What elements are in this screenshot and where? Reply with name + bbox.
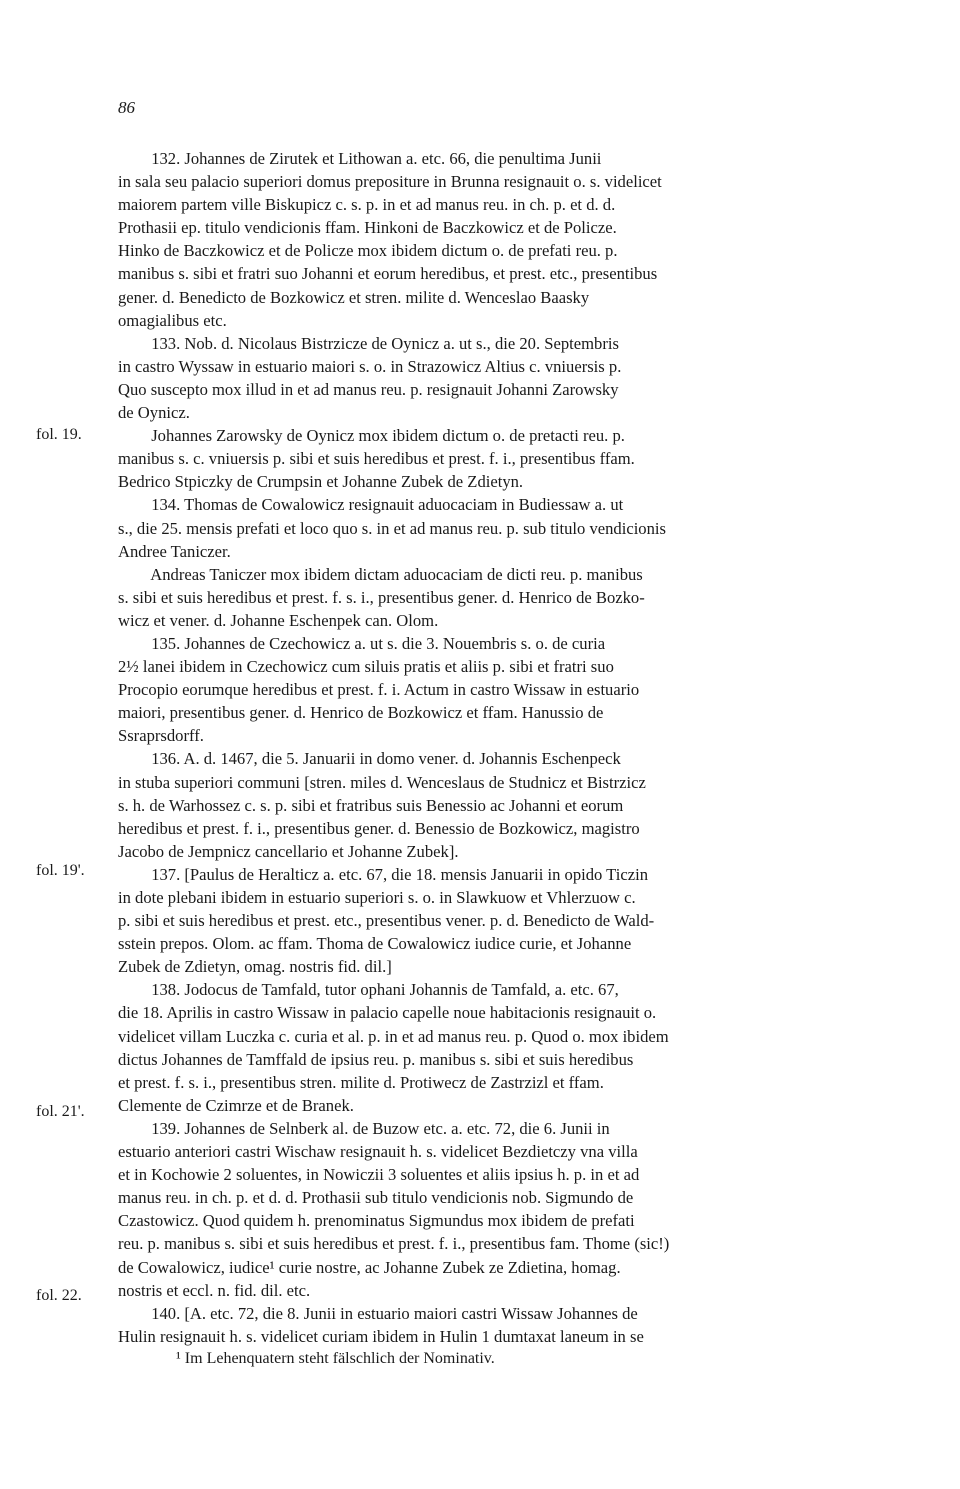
text-line: in dote plebani ibidem in estuario superiori s. o. in Slawkuow et Vhlerzuow c. — [118, 888, 636, 907]
text-line: 134. Thomas de Cowalowicz resignauit aduocaciam in Budiessaw a. ut — [118, 495, 624, 515]
text-line: 132. Johannes de Zirutek et Lithowan a. etc. 66, die penultima Junii — [118, 149, 602, 168]
text-line: manus reu. in ch. p. et d. d. Prothasii sub titulo vendicionis nob. Sigmundo de — [118, 1188, 634, 1208]
text-line: Andree Taniczer. — [118, 541, 231, 561]
text-line: Quo suscepto mox illud in et ad manus reu. p. resignauit Johanni Zarowsky — [118, 379, 619, 399]
text-line: Prothasii ep. titulo vendicionis ffam. Hinkoni de Baczkowicz et de Policze. — [118, 218, 617, 238]
text-line: 138. Jodocus de Tamfald, tutor ophani Johannis de Tamfald, a. etc. 67, — [118, 980, 619, 1000]
text-line: 137. [Paulus de Heralticz a. etc. 67, die 18. mensis Januarii in opido Ticzin — [118, 864, 648, 884]
text-line: s., die 25. mensis prefati et loco quo s. in et ad manus reu. p. sub titulo vendicionis — [118, 518, 666, 538]
text-line: in stuba superiori communi [stren. miles d. Wenceslaus de Studnicz et Bistrzicz — [118, 772, 646, 792]
text-line: manibus s. sibi et fratri suo Johanni et eorum heredibus, et prest. etc., presentibus — [118, 264, 658, 284]
text-line: p. sibi et suis heredibus et prest. etc., presentibus vener. p. d. Benedicto de Wald- — [118, 911, 655, 931]
text-line: wicz et vener. d. Johanne Eschenpek can. Olom. — [118, 610, 439, 630]
text-line: Zubek de Zdietyn, omag. nostris fid. dil.] — [118, 957, 392, 977]
text-line: Andreas Taniczer mox ibidem dictam aduocaciam de dicti reu. p. manibus — [118, 564, 643, 584]
text-line: estuario anteriori castri Wischaw resignauit h. s. videlicet Bezdietczy vna villa — [118, 1142, 638, 1162]
margin-note-fol-19: fol. 19. — [36, 426, 82, 443]
text-line: maiorem partem ville Biskupicz c. s. p. in et ad manus reu. in ch. p. et d. d. — [118, 195, 616, 215]
text-line: de Oynicz. — [118, 403, 190, 423]
text-line: maiori, presentibus gener. d. Henrico de Bozkowicz et ffam. Hanussio de — [118, 703, 604, 723]
text-line: die 18. Aprilis in castro Wissaw in palacio capelle noue habitacionis resignauit o. — [118, 1003, 657, 1023]
text-line: gener. d. Benedicto de Bozkowicz et stren. milite d. Wenceslao Baasky — [118, 287, 590, 307]
text-line: de Cowalowicz, iudice¹ curie nostre, ac Johanne Zubek ze Zdietina, homag. — [118, 1257, 621, 1277]
text-line: videlicet villam Luczka c. curia et al. p. in et ad manus reu. p. Quod o. mox ibidem — [118, 1026, 669, 1046]
text-line: in sala seu palacio superiori domus prepositure in Brunna resignauit o. s. videlicet — [118, 172, 662, 192]
text-line: 139. Johannes de Selnberk al. de Buzow etc. a. etc. 72, die 6. Junii in — [118, 1118, 610, 1138]
text-line: Ssraprsdorff. — [118, 726, 204, 746]
text-line: 135. Johannes de Czechowicz a. ut s. die 3. Nouembris s. o. de curia — [118, 633, 606, 653]
text-line: dictus Johannes de Tamffald de ipsius reu. p. manibus s. sibi et suis heredibus — [118, 1049, 634, 1069]
text-line: 133. Nob. d. Nicolaus Bistrzicze de Oynicz a. ut s., die 20. Septembris — [118, 333, 619, 353]
text-line: Jacobo de Jempnicz cancellario et Johanne Zubek]. — [118, 841, 459, 861]
footnote: ¹ Im Lehenquatern steht fälschlich der Nominativ. — [176, 1350, 495, 1367]
text-line: Johannes Zarowsky de Oynicz mox ibidem dictum o. de pretacti reu. p. — [118, 426, 625, 446]
text-line: reu. p. manibus s. sibi et suis heredibus et prest. f. i., presentibus fam. Thome (sic!) — [118, 1234, 670, 1254]
text-line: omagialibus etc. — [118, 310, 227, 330]
margin-note-fol-21v: fol. 21'. — [36, 1103, 85, 1120]
text-line: Clemente de Czimrze et de Branek. — [118, 1095, 354, 1115]
text-line: et in Kochowie 2 soluentes, in Nowiczii 3 soluentes et aliis ipsius h. p. in et ad — [118, 1165, 640, 1185]
text-line: Hinko de Baczkowicz et de Policze mox ibidem dictum o. de prefati reu. p. — [118, 241, 618, 261]
text-line: s. h. de Warhossez c. s. p. sibi et fratribus suis Benessio ac Johanni et eorum — [118, 795, 624, 815]
text-line: 140. [A. etc. 72, die 8. Junii in estuario maiori castri Wissaw Johannes de — [118, 1303, 638, 1323]
text-line: heredibus et prest. f. i., presentibus gener. d. Benessio de Bozkowicz, magistro — [118, 818, 640, 838]
text-line: et prest. f. s. i., presentibus stren. milite d. Protiwecz de Zastrzizl et ffam. — [118, 1072, 604, 1092]
text-line: sstein prepos. Olom. ac ffam. Thoma de Cowalowicz iudice curie, et Johanne — [118, 934, 632, 954]
text-line: nostris et eccl. n. fid. dil. etc. — [118, 1280, 311, 1300]
margin-note-fol-22: fol. 22. — [36, 1287, 82, 1304]
margin-note-fol-19v: fol. 19'. — [36, 862, 85, 879]
text-line: Czastowicz. Quod quidem h. prenominatus Sigmundus mox ibidem de prefati — [118, 1211, 635, 1231]
text-line: in castro Wyssaw in estuario maiori s. o. in Strazowicz Altius c. vniuersis p. — [118, 356, 622, 376]
text-line: 136. A. d. 1467, die 5. Januarii in domo vener. d. Johannis Eschenpeck — [118, 749, 621, 769]
page-number: 86 — [118, 98, 135, 117]
text-line: 2½ lanei ibidem in Czechowicz cum siluis pratis et aliis p. sibi et fratri suo — [118, 657, 614, 677]
text-line: Hulin resignauit h. s. videlicet curiam ibidem in Hulin 1 dumtaxat laneum in se — [118, 1326, 644, 1346]
text-line: Bedrico Stpiczky de Crumpsin et Johanne Zubek de Zdietyn. — [118, 472, 524, 492]
text-line: manibus s. c. vniuersis p. sibi et suis heredibus et prest. f. i., presentibus ffam. — [118, 449, 635, 469]
document-body — [118, 147, 818, 1348]
text-line: Procopio eorumque heredibus et prest. f. i. Actum in castro Wissaw in estuario — [118, 680, 640, 700]
text-line: s. sibi et suis heredibus et prest. f. s. i., presentibus gener. d. Henrico de Bozko- — [118, 587, 645, 607]
